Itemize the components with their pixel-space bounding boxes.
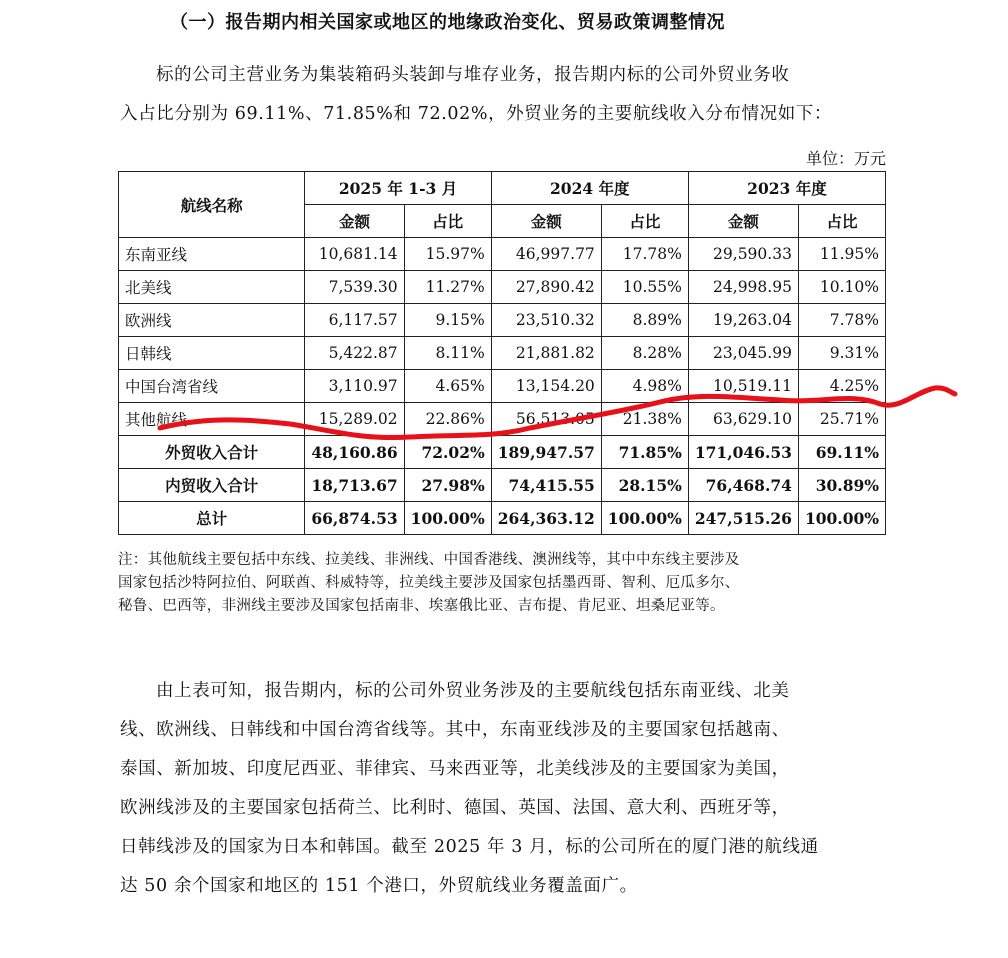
amount-header: 金额 (491, 205, 601, 238)
amount-cell: 171,046.53 (688, 436, 798, 469)
amount-cell: 21,881.82 (491, 337, 601, 370)
ratio-cell: 10.10% (798, 271, 885, 304)
ratio-cell: 25.71% (798, 403, 885, 436)
ratio-cell: 9.31% (798, 337, 885, 370)
footnote-line: 国家包括沙特阿拉伯、阿联酋、科威特等，拉美线主要涉及国家包括墨西哥、智利、厄瓜多尔、 (118, 575, 740, 591)
ratio-cell: 7.78% (798, 304, 885, 337)
amount-cell: 10,519.11 (688, 370, 798, 403)
ratio-header: 占比 (404, 205, 491, 238)
ratio-cell: 4.65% (404, 370, 491, 403)
paragraph-line: 由上表可知，报告期内，标的公司外贸业务涉及的主要航线包括东南亚线、北美 (156, 681, 790, 701)
ratio-cell: 100.00% (404, 502, 491, 535)
ratio-cell: 4.25% (798, 370, 885, 403)
paragraph-line: 标的公司主营业务为集装箱码头装卸与堆存业务，报告期内标的公司外贸业务收 (156, 65, 790, 85)
amount-cell: 27,890.42 (491, 271, 601, 304)
period-header: 2025 年 1-3 月 (305, 172, 491, 205)
paragraph-line: 入占比分别为 69.11%、71.85%和 72.02%，外贸业务的主要航线收入分布情况如下： (120, 104, 833, 124)
route-name: 日韩线 (119, 337, 305, 370)
amount-cell: 23,045.99 (688, 337, 798, 370)
ratio-cell: 9.15% (404, 304, 491, 337)
ratio-cell: 30.89% (798, 469, 885, 502)
amount-cell: 3,110.97 (305, 370, 404, 403)
amount-cell: 63,629.10 (688, 403, 798, 436)
ratio-cell: 100.00% (601, 502, 688, 535)
ratio-cell: 27.98% (404, 469, 491, 502)
paragraph-line: 泰国、新加坡、印度尼西亚、菲律宾、马来西亚等，北美线涉及的主要国家为美国， (120, 759, 790, 779)
footnote-line: 秘鲁、巴西等，非洲线主要涉及国家包括南非、埃塞俄比亚、吉布提、肯尼亚、坦桑尼亚等。 (118, 598, 725, 614)
route-name: 东南亚线 (119, 238, 305, 271)
total-label: 外贸收入合计 (119, 436, 305, 469)
ratio-cell: 8.28% (601, 337, 688, 370)
paragraph-line: 线、欧洲线、日韩线和中国台湾省线等。其中，东南亚线涉及的主要国家包括越南、 (120, 720, 790, 740)
amount-cell: 247,515.26 (688, 502, 798, 535)
ratio-cell: 11.95% (798, 238, 885, 271)
ratio-cell: 11.27% (404, 271, 491, 304)
amount-cell: 48,160.86 (305, 436, 404, 469)
ratio-cell: 8.89% (601, 304, 688, 337)
ratio-cell: 8.11% (404, 337, 491, 370)
amount-header: 金额 (305, 205, 404, 238)
amount-cell: 5,422.87 (305, 337, 404, 370)
ratio-cell: 21.38% (601, 403, 688, 436)
amount-header: 金额 (688, 205, 798, 238)
amount-cell: 7,539.30 (305, 271, 404, 304)
ratio-cell: 22.86% (404, 403, 491, 436)
amount-cell: 18,713.67 (305, 469, 404, 502)
amount-cell: 15,289.02 (305, 403, 404, 436)
amount-cell: 264,363.12 (491, 502, 601, 535)
unit-label: 单位：万元 (805, 149, 886, 168)
ratio-cell: 69.11% (798, 436, 885, 469)
amount-cell: 189,947.57 (491, 436, 601, 469)
ratio-header: 占比 (798, 205, 885, 238)
amount-cell: 24,998.95 (688, 271, 798, 304)
ratio-cell: 71.85% (601, 436, 688, 469)
paragraph-line: 日韩线涉及的国家为日本和韩国。截至 2025 年 3 月，标的公司所在的厦门港的航线通 (120, 837, 819, 857)
amount-cell: 23,510.32 (491, 304, 601, 337)
amount-cell: 66,874.53 (305, 502, 404, 535)
route-name: 北美线 (119, 271, 305, 304)
amount-cell: 6,117.57 (305, 304, 404, 337)
amount-cell: 76,468.74 (688, 469, 798, 502)
amount-cell: 10,681.14 (305, 238, 404, 271)
amount-cell: 29,590.33 (688, 238, 798, 271)
ratio-cell: 72.02% (404, 436, 491, 469)
period-header: 2024 年度 (491, 172, 688, 205)
ratio-cell: 28.15% (601, 469, 688, 502)
period-header: 2023 年度 (688, 172, 885, 205)
ratio-cell: 17.78% (601, 238, 688, 271)
route-name: 欧洲线 (119, 304, 305, 337)
ratio-header: 占比 (601, 205, 688, 238)
ratio-cell: 15.97% (404, 238, 491, 271)
amount-cell: 56,513.05 (491, 403, 601, 436)
red-wavy-line (160, 388, 955, 438)
paragraph-line: 欧洲线涉及的主要国家包括荷兰、比利时、德国、英国、法国、意大利、西班牙等， (120, 798, 790, 818)
section-heading: （一）报告期内相关国家或地区的地缘政治变化、贸易政策调整情况 (170, 12, 725, 33)
ratio-cell: 4.98% (601, 370, 688, 403)
paragraph-line: 达 50 余个国家和地区的 151 个港口，外贸航线业务覆盖面广。 (120, 876, 638, 896)
ratio-cell: 10.55% (601, 271, 688, 304)
amount-cell: 13,154.20 (491, 370, 601, 403)
route-name-header: 航线名称 (119, 172, 305, 238)
ratio-cell: 100.00% (798, 502, 885, 535)
amount-cell: 19,263.04 (688, 304, 798, 337)
total-label: 内贸收入合计 (119, 469, 305, 502)
route-name: 中国台湾省线 (119, 370, 305, 403)
amount-cell: 74,415.55 (491, 469, 601, 502)
total-label: 总计 (119, 502, 305, 535)
amount-cell: 46,997.77 (491, 238, 601, 271)
footnote-line: 注：其他航线主要包括中东线、拉美线、非洲线、中国香港线、澳洲线等，其中中东线主要涉及 (118, 552, 740, 568)
route-name: 其他航线 (119, 403, 305, 436)
